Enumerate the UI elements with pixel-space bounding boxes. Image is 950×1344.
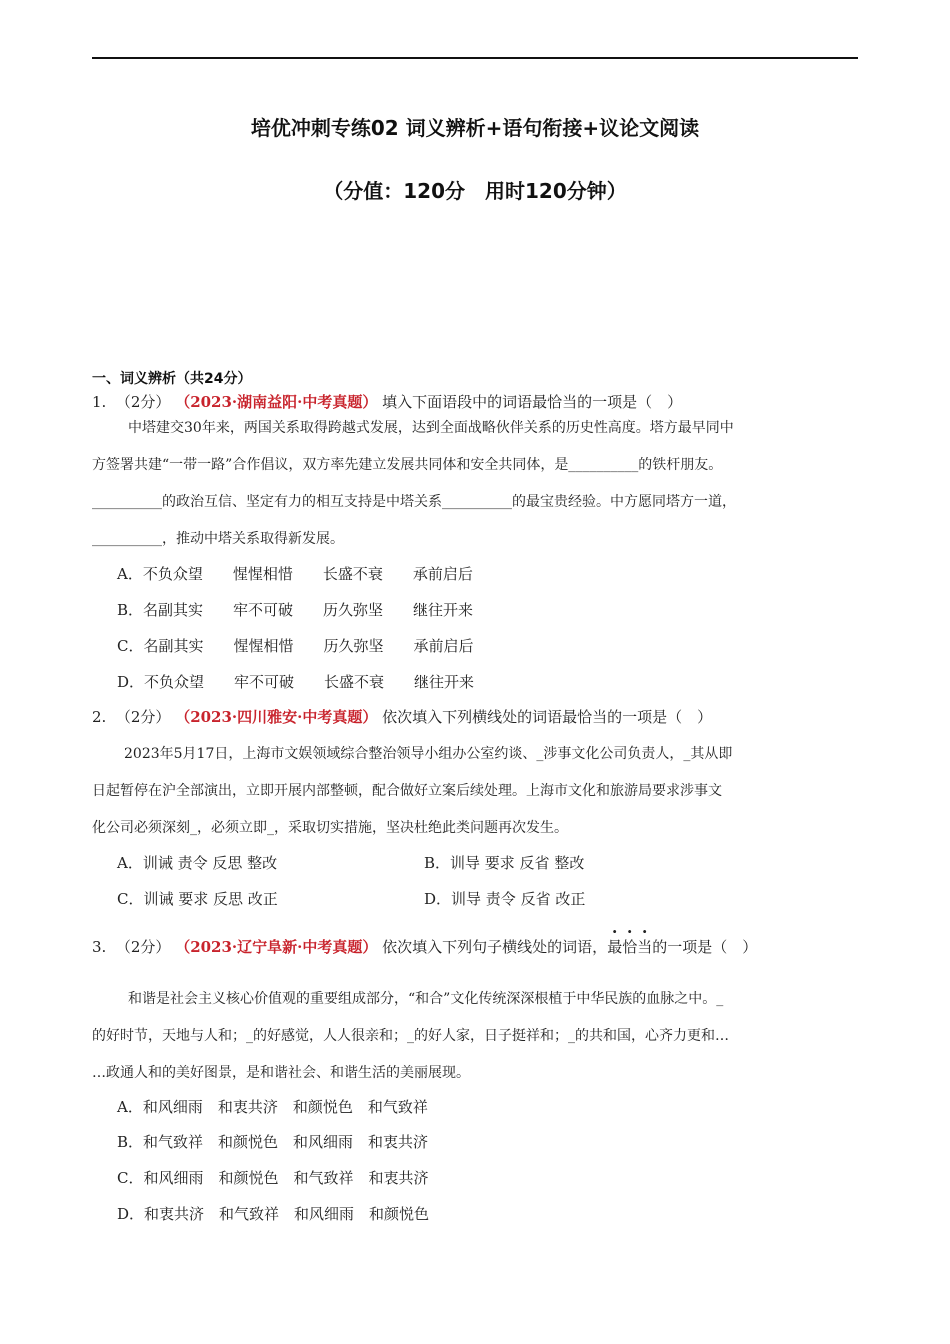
question-1-header [92,391,682,412]
option-b[interactable]: B．训导 要求 反省 整改 [424,854,585,872]
passage-line: __________的政治互信、坚定有力的相互支持是中塔关系__________的最宝贵经验。中方愿同塔方一道， [92,494,736,510]
option-d[interactable]: D．训导 责令 反省 改正 [424,890,586,908]
question-source: （2023·四川雅安·中考真题） [175,708,378,726]
option-c[interactable]: C．训诫 要求 反思 改正 [117,890,278,908]
option-c[interactable]: C．名副其实 惺惺相惜 历久弥坚 承前启后 [117,637,474,655]
question-number: 1. [92,393,107,411]
question-score: （2分） [115,938,171,956]
question-number: 3. [92,938,107,956]
emphasis-char: 恰 [622,938,638,956]
option-a[interactable]: A．不负众望 惺惺相惜 长盛不衰 承前启后 [117,565,473,583]
passage-line: 中塔建交30年来，两国关系取得跨越式发展，达到全面战略伙伴关系的历史性高度。塔方最早同中 [128,420,734,436]
question-source: （2023·辽宁阜新·中考真题） [175,938,378,956]
option-b[interactable]: B．名副其实 牢不可破 历久弥坚 继往开来 [117,601,474,619]
question-number: 2. [92,708,107,726]
page-title: 培优冲刺专练02 词义辨析+语句衔接+议论文阅读 [250,116,700,140]
option-a[interactable]: A．和风细雨 和衷共济 和颜悦色 和气致祥 [117,1098,428,1116]
emphasis-char: 最 [607,938,623,956]
question-stem: 填入下面语段中的词语最恰当的一项是（ ） [382,393,683,411]
question-source: （2023·湖南益阳·中考真题） [175,393,378,411]
passage-line: 方签署共建“一带一路”合作倡议，双方率先建立发展共同体和安全共同体，是__________的铁杆朋友。 [92,457,723,473]
passage-line: 2023年5月17日，上海市文娱领域综合整治领导小组办公室约谈、_涉事文化公司负责人，_其从即 [124,746,733,762]
question-3-header [92,936,757,957]
option-c[interactable]: C．和风细雨 和颜悦色 和气致祥 和衷共济 [117,1169,429,1187]
question-stem: 依次填入下列横线处的词语最恰当的一项是（ ） [382,708,713,726]
passage-line: 的好时节，天地与人和；_的好感觉，人人很亲和；_的好人家，日子挺祥和；_的共和国，心齐力更和… [92,1028,729,1044]
passage-line: 日起暂停在沪全部演出，立即开展内部整顿，配合做好立案后续处理。上海市文化和旅游局要求涉事文 [92,783,722,799]
option-a[interactable]: A．训诫 责令 反思 整改 [117,854,278,872]
question-stem-after: 的一项是（ ） [652,938,758,956]
passage-line: __________，推动中塔关系取得新发展。 [92,531,344,547]
option-b[interactable]: B．和气致祥 和颜悦色 和风细雨 和衷共济 [117,1133,429,1151]
question-score: （2分） [115,708,171,726]
emphasis-char: 当 [637,938,653,956]
option-d[interactable]: D．和衷共济 和气致祥 和风细雨 和颜悦色 [117,1205,430,1223]
question-score: （2分） [115,393,171,411]
question-stem-before: 依次填入下列句子横线处的词语， [382,938,608,956]
passage-line: 和谐是社会主义核心价值观的重要组成部分，“和合”文化传统深深根植于中华民族的血脉之中。_ [128,991,724,1007]
page-subtitle: （分值：120分 用时120分钟） [323,179,627,203]
question-2-header [92,706,712,727]
passage-line: …政通人和的美好图景，是和谐社会、和谐生活的美丽展现。 [92,1065,470,1081]
section-heading: 一、词义辨析（共24分） [92,371,252,387]
option-d[interactable]: D．不负众望 牢不可破 长盛不衰 继往开来 [117,673,475,691]
passage-line: 化公司必须深刻_，必须立即_，采取切实措施，坚决杜绝此类问题再次发生。 [92,820,568,836]
header-rule [92,57,858,59]
